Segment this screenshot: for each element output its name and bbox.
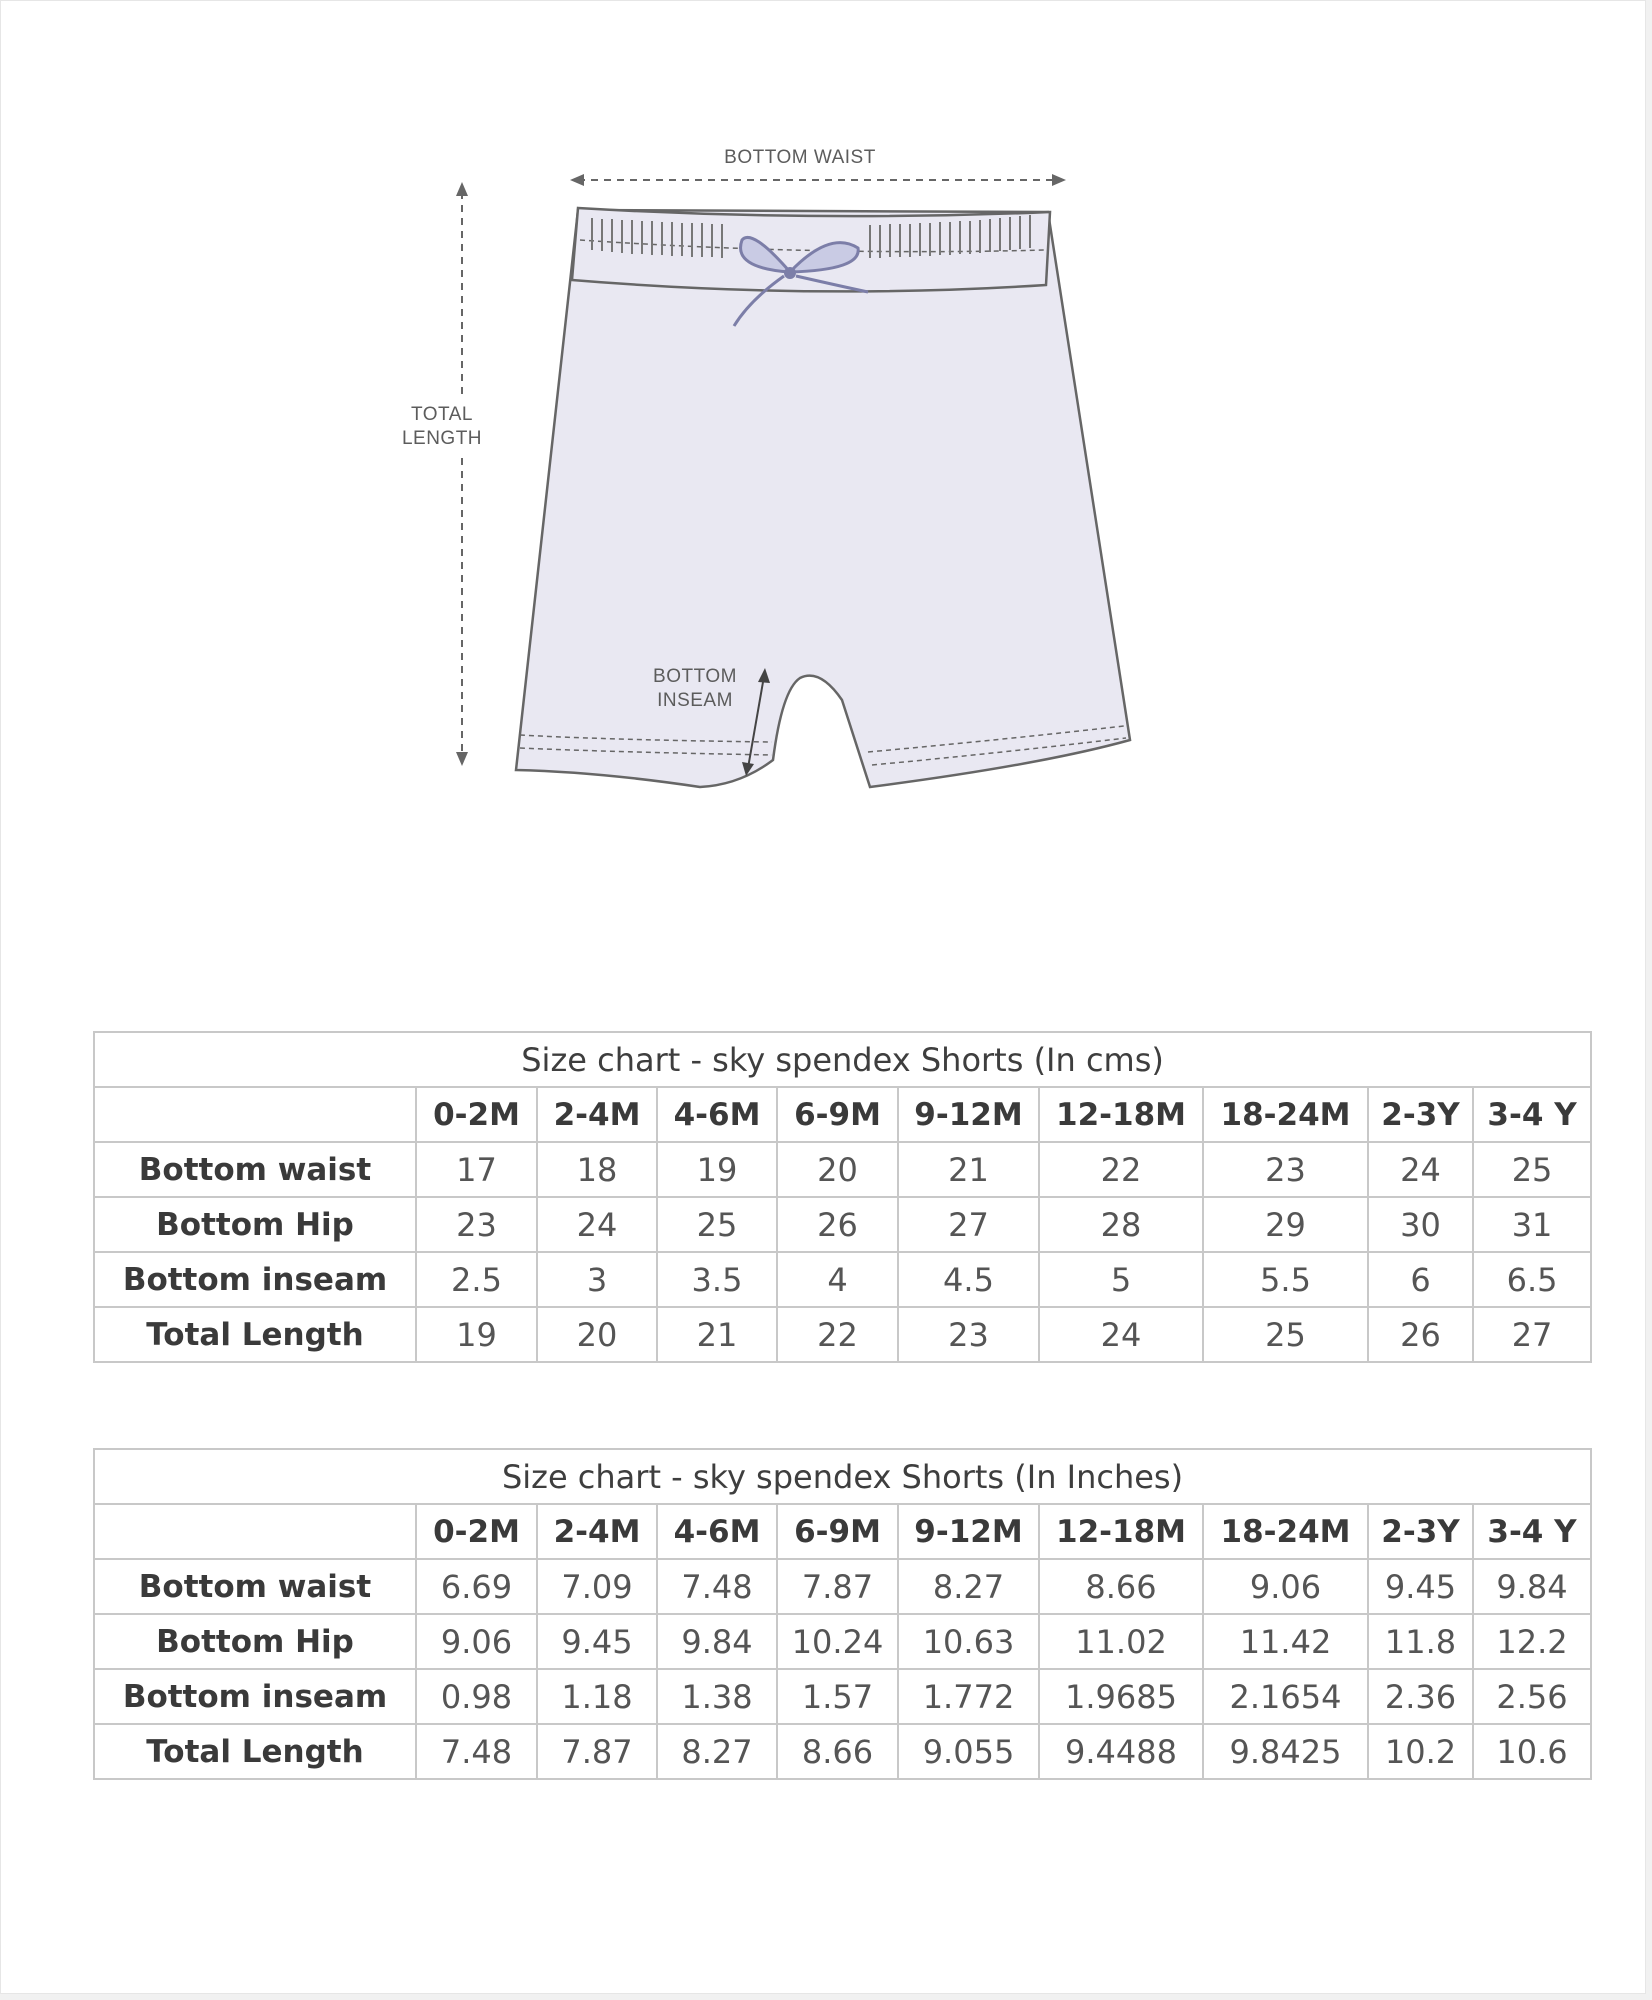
size-header: 12-18M: [1039, 1504, 1203, 1559]
measurement-cell: 20: [777, 1142, 898, 1197]
measurement-cell: 4.5: [898, 1252, 1039, 1307]
measurement-cell: 18: [537, 1142, 657, 1197]
size-header: 6-9M: [777, 1504, 898, 1559]
row-label: Bottom Hip: [94, 1614, 416, 1669]
row-label: Bottom inseam: [94, 1252, 416, 1307]
size-header: 2-3Y: [1368, 1087, 1473, 1142]
measurement-cell: 10.24: [777, 1614, 898, 1669]
size-header: 12-18M: [1039, 1087, 1203, 1142]
row-label: Bottom Hip: [94, 1197, 416, 1252]
size-header: 2-3Y: [1368, 1504, 1473, 1559]
size-header: 0-2M: [416, 1087, 537, 1142]
measurement-cell: 21: [898, 1142, 1039, 1197]
measurement-cell: 11.8: [1368, 1614, 1473, 1669]
measurement-cell: 2.36: [1368, 1669, 1473, 1724]
table-row: [94, 1197, 1591, 1252]
size-header: 3-4 Y: [1473, 1087, 1591, 1142]
measurement-cell: 24: [1039, 1307, 1203, 1362]
size-header: 0-2M: [416, 1504, 537, 1559]
size-header: 4-6M: [657, 1504, 777, 1559]
measurement-cell: 20: [537, 1307, 657, 1362]
measurement-cell: 29: [1203, 1197, 1368, 1252]
measurement-cell: 9.06: [1203, 1559, 1368, 1614]
shorts-diagram: [0, 0, 1652, 880]
measurement-cell: 7.87: [777, 1559, 898, 1614]
measurement-cell: 25: [657, 1197, 777, 1252]
measurement-cell: 19: [657, 1142, 777, 1197]
measurement-cell: 8.66: [777, 1724, 898, 1779]
measurement-cell: 26: [1368, 1307, 1473, 1362]
measurement-cell: 23: [1203, 1142, 1368, 1197]
measurement-cell: 30: [1368, 1197, 1473, 1252]
row-label: Bottom inseam: [94, 1669, 416, 1724]
measurement-cell: 8.27: [657, 1724, 777, 1779]
waist-dimension-arrow: [570, 174, 1066, 186]
measurement-cell: 22: [777, 1307, 898, 1362]
size-chart-inches-table: [93, 1448, 1592, 1780]
measurement-cell: 19: [416, 1307, 537, 1362]
header-blank-cell: [94, 1504, 416, 1559]
measurement-cell: 3.5: [657, 1252, 777, 1307]
measurement-cell: 6: [1368, 1252, 1473, 1307]
bottom-waist-label: BOTTOM WAIST: [724, 147, 876, 168]
length-dimension-arrow: [456, 182, 468, 766]
measurement-cell: 5: [1039, 1252, 1203, 1307]
table-row: [94, 1252, 1591, 1307]
measurement-cell: 6.69: [416, 1559, 537, 1614]
total-length-label: TOTAL LENGTH: [401, 404, 483, 449]
measurement-cell: 10.63: [898, 1614, 1039, 1669]
measurement-cell: 23: [898, 1307, 1039, 1362]
measurement-cell: 25: [1203, 1307, 1368, 1362]
measurement-cell: 9.06: [416, 1614, 537, 1669]
measurement-cell: 7.48: [416, 1724, 537, 1779]
measurement-cell: 1.38: [657, 1669, 777, 1724]
measurement-cell: 3: [537, 1252, 657, 1307]
measurement-cell: 5.5: [1203, 1252, 1368, 1307]
row-label: Bottom waist: [94, 1559, 416, 1614]
table-title: Size chart - sky spendex Shorts (In Inches): [94, 1449, 1591, 1504]
measurement-cell: 9.45: [1368, 1559, 1473, 1614]
measurement-cell: 21: [657, 1307, 777, 1362]
table-row: [94, 1307, 1591, 1362]
measurement-cell: 7.09: [537, 1559, 657, 1614]
measurement-cell: 1.57: [777, 1669, 898, 1724]
table-row: [94, 1669, 1591, 1724]
measurement-cell: 2.56: [1473, 1669, 1591, 1724]
table-row: [94, 1724, 1591, 1779]
measurement-cell: 9.4488: [1039, 1724, 1203, 1779]
table-title: Size chart - sky spendex Shorts (In cms): [94, 1032, 1591, 1087]
row-label: Total Length: [94, 1724, 416, 1779]
measurement-cell: 1.9685: [1039, 1669, 1203, 1724]
measurement-cell: 9.84: [657, 1614, 777, 1669]
measurement-cell: 24: [1368, 1142, 1473, 1197]
size-header: 18-24M: [1203, 1504, 1368, 1559]
shorts-body: [516, 208, 1130, 787]
measurement-cell: 10.2: [1368, 1724, 1473, 1779]
measurement-cell: 26: [777, 1197, 898, 1252]
measurement-cell: 28: [1039, 1197, 1203, 1252]
measurement-cell: 25: [1473, 1142, 1591, 1197]
measurement-cell: 2.5: [416, 1252, 537, 1307]
measurement-cell: 17: [416, 1142, 537, 1197]
measurement-cell: 1.18: [537, 1669, 657, 1724]
measurement-cell: 1.772: [898, 1669, 1039, 1724]
measurement-cell: 6.5: [1473, 1252, 1591, 1307]
bottom-inseam-label: BOTTOM INSEAM: [653, 666, 737, 711]
measurement-cell: 9.055: [898, 1724, 1039, 1779]
measurement-cell: 23: [416, 1197, 537, 1252]
measurement-cell: 8.27: [898, 1559, 1039, 1614]
measurement-cell: 9.45: [537, 1614, 657, 1669]
measurement-cell: 11.42: [1203, 1614, 1368, 1669]
size-header: 3-4 Y: [1473, 1504, 1591, 1559]
measurement-cell: 7.48: [657, 1559, 777, 1614]
size-header: 2-4M: [537, 1087, 657, 1142]
measurement-cell: 22: [1039, 1142, 1203, 1197]
measurement-cell: 7.87: [537, 1724, 657, 1779]
measurement-cell: 0.98: [416, 1669, 537, 1724]
size-header: 4-6M: [657, 1087, 777, 1142]
measurement-cell: 27: [1473, 1307, 1591, 1362]
measurement-cell: 9.8425: [1203, 1724, 1368, 1779]
measurement-cell: 27: [898, 1197, 1039, 1252]
measurement-cell: 10.6: [1473, 1724, 1591, 1779]
measurement-cell: 31: [1473, 1197, 1591, 1252]
row-label: Bottom waist: [94, 1142, 416, 1197]
measurement-cell: 8.66: [1039, 1559, 1203, 1614]
measurement-cell: 4: [777, 1252, 898, 1307]
size-chart-cms-table: [93, 1031, 1592, 1363]
size-header: 9-12M: [898, 1504, 1039, 1559]
measurement-cell: 9.84: [1473, 1559, 1591, 1614]
table-row: [94, 1614, 1591, 1669]
measurement-cell: 12.2: [1473, 1614, 1591, 1669]
measurement-cell: 24: [537, 1197, 657, 1252]
size-header: 18-24M: [1203, 1087, 1368, 1142]
table-row: [94, 1142, 1591, 1197]
measurement-cell: 2.1654: [1203, 1669, 1368, 1724]
header-blank-cell: [94, 1087, 416, 1142]
table-row: [94, 1559, 1591, 1614]
size-header: 6-9M: [777, 1087, 898, 1142]
size-header: 2-4M: [537, 1504, 657, 1559]
size-header: 9-12M: [898, 1087, 1039, 1142]
shorts-illustration: [0, 0, 1652, 880]
row-label: Total Length: [94, 1307, 416, 1362]
measurement-cell: 11.02: [1039, 1614, 1203, 1669]
